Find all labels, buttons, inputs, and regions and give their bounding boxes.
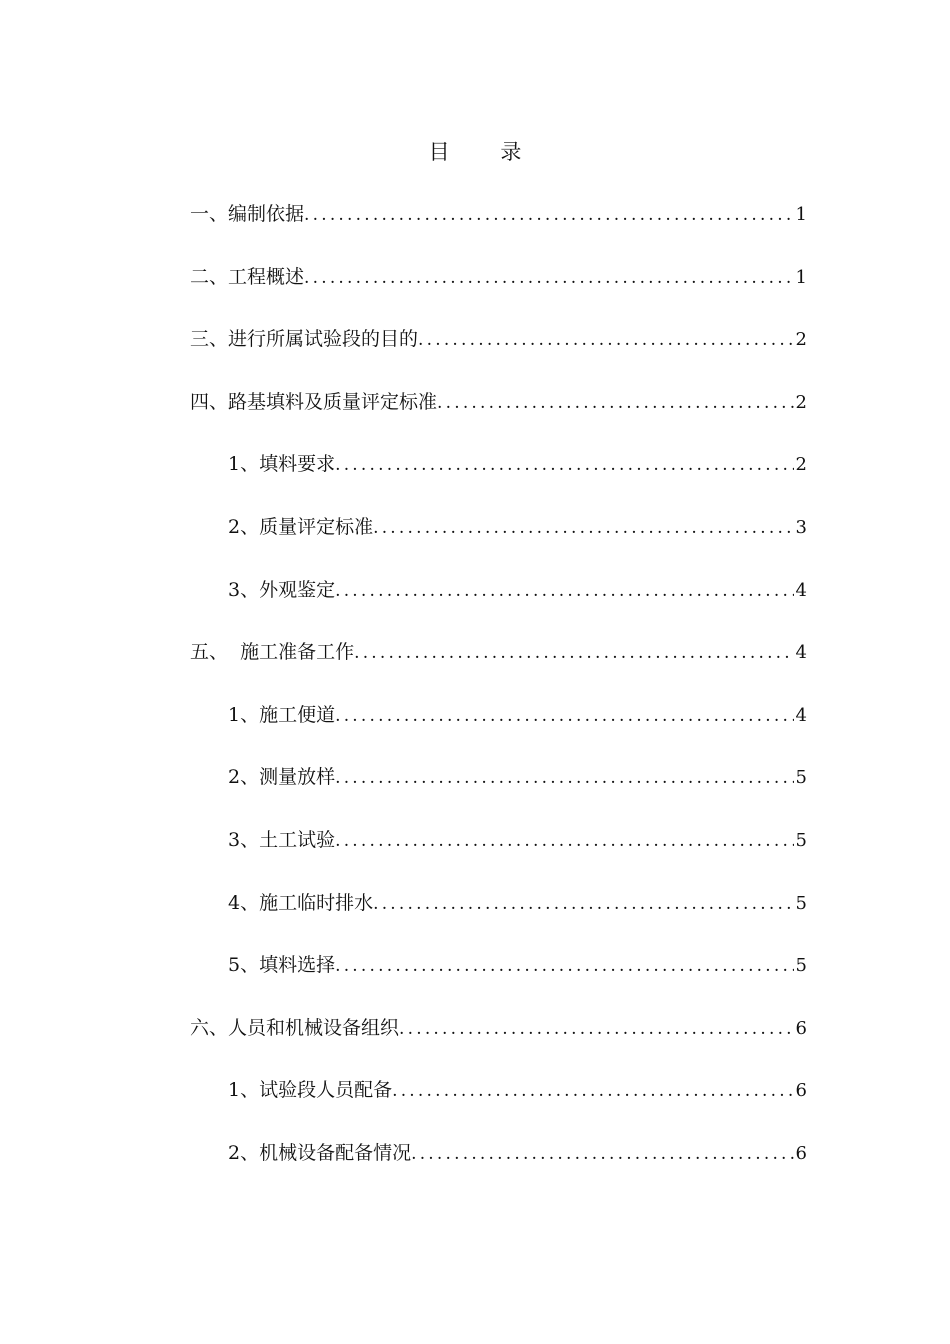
toc-entry-label: 二、工程概述 [190,265,305,288]
toc-entry-page: 5 [795,955,807,977]
toc-entry-label: 3、外观鉴定 [228,578,336,601]
toc-entry[interactable] [190,947,807,1010]
toc-entry[interactable] [190,259,807,322]
toc-entry-page: 5 [795,829,807,851]
toc-entry[interactable] [190,1010,807,1073]
toc-entry-page: 5 [795,892,807,914]
toc-entry[interactable] [190,1135,807,1198]
toc-dot-leader [335,573,793,609]
toc-entry-label: 四、路基填料及质量评定标准 [190,390,438,413]
toc-entry-label: 1、填料要求 [228,453,336,476]
toc-dot-leader [304,260,794,296]
toc-dot-leader [335,447,793,483]
toc-dot-leader [335,948,793,984]
toc-dot-leader [418,322,794,358]
toc-entry-label: 2、质量评定标准 [228,515,374,538]
toc-entry-page: 2 [795,329,807,351]
toc-entry[interactable] [190,196,807,259]
toc-list [190,196,807,1198]
toc-entry-page: 4 [795,704,807,726]
toc-dot-leader [373,510,793,546]
toc-entry[interactable] [190,384,807,447]
toc-entry-page: 2 [795,454,807,476]
toc-entry-label: 5、填料选择 [228,954,336,977]
toc-dot-leader [335,698,793,734]
toc-dot-leader [304,197,794,233]
toc-entry[interactable] [190,822,807,885]
toc-title: 目 录 [428,140,544,164]
toc-entry-label: 2、测量放样 [228,766,336,789]
toc-entry-page: 4 [795,642,807,664]
toc-entry-label: 3、土工试验 [228,828,336,851]
toc-dot-leader [392,1073,793,1109]
toc-entry-page: 6 [795,1142,807,1164]
toc-dot-leader [411,1136,793,1172]
toc-entry[interactable] [190,697,807,760]
toc-dot-leader [399,1011,794,1047]
toc-entry[interactable] [190,759,807,822]
toc-entry[interactable] [190,446,807,509]
toc-entry[interactable] [190,1072,807,1135]
toc-dot-leader [354,635,793,671]
toc-dot-leader [335,760,793,796]
toc-entry-page: 1 [795,266,807,288]
toc-entry-page: 5 [795,767,807,789]
toc-entry-label: 2、机械设备配备情况 [228,1141,412,1164]
toc-entry[interactable] [190,572,807,635]
toc-entry-page: 2 [795,391,807,413]
toc-entry-page: 3 [795,516,807,538]
toc-entry-label: 1、试验段人员配备 [228,1079,393,1102]
toc-entry-page: 4 [795,579,807,601]
toc-entry[interactable] [190,509,807,572]
toc-entry-page: 6 [795,1017,807,1039]
toc-entry[interactable] [190,885,807,948]
toc-entry-label: 五、 施工准备工作 [190,641,355,664]
toc-entry-page: 1 [795,204,807,225]
toc-entry-label: 一、编制依据 [190,203,305,225]
toc-entry-label: 1、施工便道 [228,703,336,726]
toc-entry-page: 6 [795,1080,807,1102]
toc-entry-label: 三、进行所属试验段的目的 [190,328,419,351]
toc-dot-leader [373,886,793,922]
toc-dot-leader [335,823,793,859]
toc-entry[interactable] [190,634,807,697]
toc-entry-label: 4、施工临时排水 [228,891,374,914]
toc-dot-leader [437,385,794,421]
toc-entry[interactable] [190,321,807,384]
toc-entry-label: 六、人员和机械设备组织 [190,1016,400,1039]
